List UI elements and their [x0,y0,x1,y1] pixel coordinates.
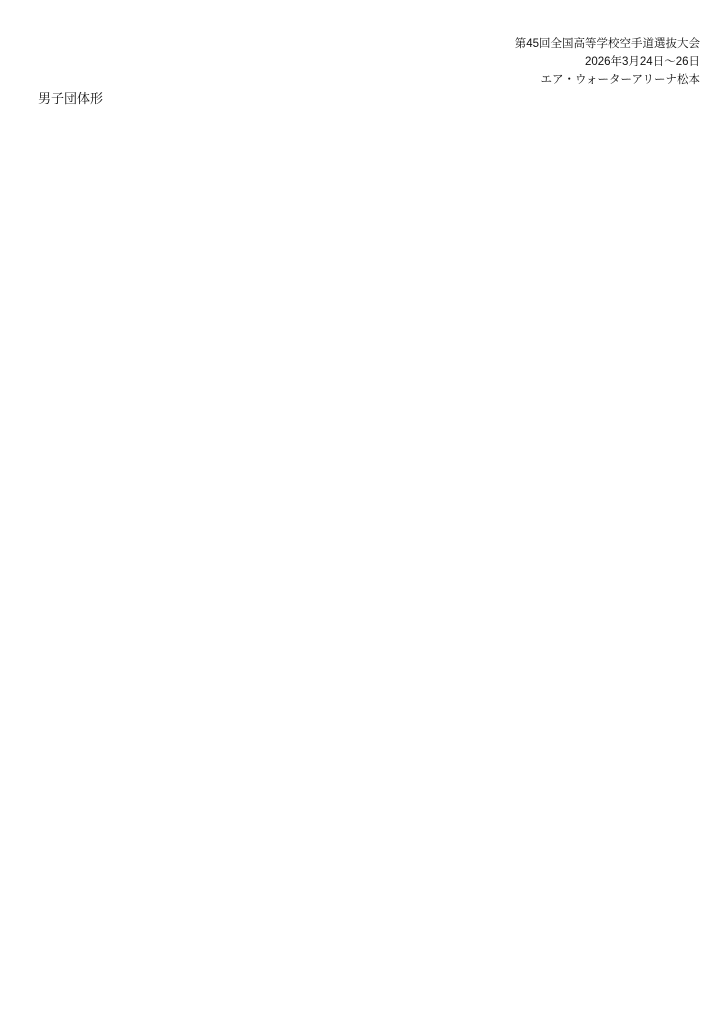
event-venue: エア・ウォーターアリーナ松本 [540,73,700,86]
event-dates: 2026年3月24日〜26日 [584,55,700,68]
page-title: 男子団体形 [38,91,104,106]
event-title: 第45回全国高等学校空手道選抜大会 [514,38,700,50]
